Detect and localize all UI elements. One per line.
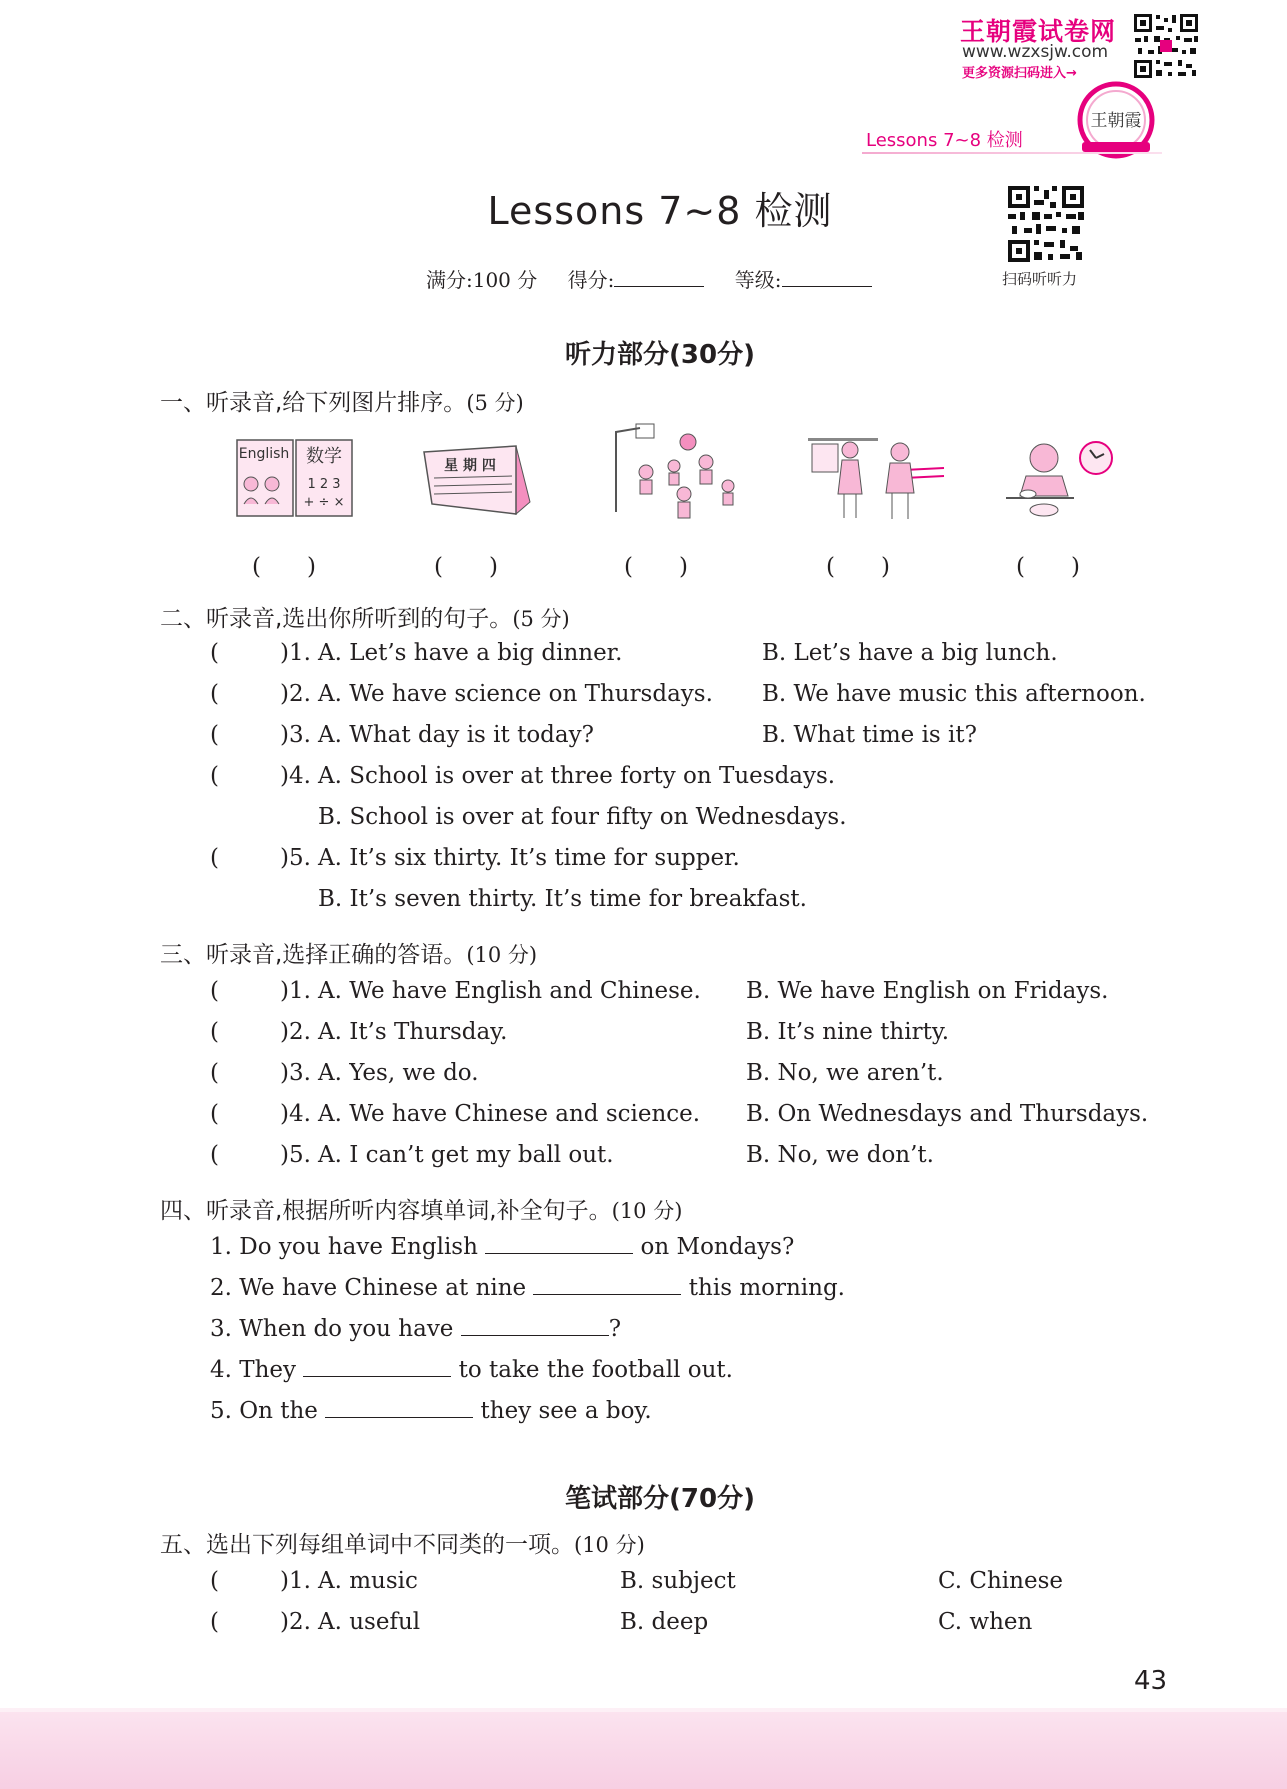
girls-walking-icon — [804, 430, 954, 530]
q3-option-a: A. Yes, we do. — [318, 1060, 479, 1086]
listening-section-heading: 听力部分(30分) — [565, 340, 755, 370]
q2-heading — [160, 600, 570, 633]
q3-num: )3. — [280, 1060, 311, 1086]
q3-option-a: A. We have Chinese and science. — [318, 1101, 701, 1127]
math-book-label: 数学 — [306, 446, 342, 467]
footer-band — [0, 1712, 1287, 1789]
q2-points: (5 分) — [512, 607, 570, 631]
q1-heading-text: 一、听录音,给下列图片排序。 — [160, 390, 467, 416]
q5-option-c: C. when — [938, 1609, 1033, 1635]
q1-answer-paren-3[interactable]: ( ) — [624, 554, 688, 580]
answer-paren[interactable]: ( — [210, 1101, 219, 1127]
running-head-rule — [862, 152, 1162, 154]
grade-blank[interactable] — [782, 268, 872, 287]
answer-paren[interactable]: ( — [210, 722, 219, 748]
listening-qr-code-icon[interactable] — [1006, 184, 1086, 264]
q4-answer-blank[interactable] — [485, 1235, 633, 1254]
q2-num: )5. — [280, 845, 311, 871]
page-title: Lessons 7~8 检测 — [487, 189, 833, 233]
q1-heading — [160, 384, 524, 417]
q2-option-a: A. What day is it today? — [318, 722, 594, 748]
q1-answer-paren-1[interactable]: ( ) — [252, 554, 316, 580]
boy-clock-icon — [1004, 432, 1124, 528]
running-head: Lessons 7~8 检测 — [866, 130, 1023, 151]
basketball-kids-icon — [606, 422, 746, 534]
q4-item-4 — [210, 1357, 733, 1383]
q5-heading — [160, 1526, 645, 1559]
answer-paren[interactable]: ( — [210, 681, 219, 707]
answer-paren[interactable]: ( — [210, 1060, 219, 1086]
q3-num: )4. — [280, 1101, 311, 1127]
q3-points: (10 分) — [466, 943, 538, 967]
q4-heading-text: 四、听录音,根据所听内容填单词,补全句子。 — [160, 1198, 612, 1224]
score-blank[interactable] — [614, 268, 704, 287]
q2-num: )4. — [280, 763, 311, 789]
q2-option-a: A. Let’s have a big dinner. — [318, 640, 623, 666]
calendar-label: 星 期 四 — [444, 458, 496, 474]
q5-heading-text: 五、选出下列每组单词中不同类的一项。 — [160, 1532, 574, 1558]
q4-text-after: ? — [608, 1316, 622, 1342]
q4-answer-blank[interactable] — [533, 1276, 681, 1295]
q5-option-b: B. deep — [620, 1609, 709, 1635]
q4-answer-blank[interactable] — [325, 1399, 473, 1418]
answer-paren[interactable]: ( — [210, 1609, 219, 1635]
q4-heading — [160, 1192, 682, 1225]
q5-option-a: A. music — [318, 1568, 418, 1594]
q4-text-after: they see a boy. — [480, 1398, 652, 1424]
books-english-math-icon — [236, 438, 356, 520]
q3-option-b: B. We have English on Fridays. — [746, 978, 1109, 1004]
q2-option-b: B. School is over at four fifty on Wednesdays. — [318, 804, 847, 830]
q5-option-b: B. subject — [620, 1568, 736, 1594]
q4-answer-blank[interactable] — [303, 1358, 451, 1377]
q3-heading-text: 三、听录音,选择正确的答语。 — [160, 942, 467, 968]
q3-option-b: B. No, we don’t. — [746, 1142, 934, 1168]
q4-text-before: 5. On the — [210, 1398, 318, 1424]
q3-option-b: B. No, we aren’t. — [746, 1060, 944, 1086]
q4-text-before: 1. Do you have English — [210, 1234, 478, 1260]
math-digits: 1 2 3 — [307, 477, 341, 492]
answer-paren[interactable]: ( — [210, 640, 219, 666]
q1-answer-paren-4[interactable]: ( ) — [826, 554, 890, 580]
full-score-label: 满分:100 分 — [426, 268, 538, 292]
q4-text-before: 3. When do you have — [210, 1316, 454, 1342]
q2-option-b: B. Let’s have a big lunch. — [762, 640, 1058, 666]
q3-heading — [160, 936, 537, 969]
q4-item-5 — [210, 1398, 652, 1424]
q3-option-a: A. It’s Thursday. — [318, 1019, 508, 1045]
brand-url[interactable]: www.wzxsjw.com — [962, 42, 1109, 62]
q3-num: )5. — [280, 1142, 311, 1168]
q2-option-b: B. It’s seven thirty. It’s time for breakfast. — [318, 886, 807, 912]
q4-answer-blank[interactable] — [461, 1317, 609, 1336]
q4-text-after: on Mondays? — [640, 1234, 795, 1260]
q1-answer-paren-2[interactable]: ( ) — [434, 554, 498, 580]
q2-option-b: B. What time is it? — [762, 722, 977, 748]
q3-option-b: B. On Wednesdays and Thursdays. — [746, 1101, 1149, 1127]
q5-points: (10 分) — [574, 1533, 645, 1557]
q2-option-a: A. School is over at three forty on Tuesdays. — [318, 763, 836, 789]
q3-option-b: B. It’s nine thirty. — [746, 1019, 950, 1045]
answer-paren[interactable]: ( — [210, 1019, 219, 1045]
q4-text-before: 4. They — [210, 1357, 297, 1383]
q2-option-a: A. We have science on Thursdays. — [318, 681, 713, 707]
q4-item-3 — [210, 1316, 621, 1342]
q5-option-a: A. useful — [318, 1609, 421, 1635]
q2-num: )2. — [280, 681, 311, 707]
q4-text-after: this morning. — [688, 1275, 845, 1301]
score-line — [426, 264, 872, 293]
page-number: 43 — [1134, 1666, 1168, 1696]
q5-num: )1. — [280, 1568, 311, 1594]
brand-seal-icon — [1076, 80, 1156, 160]
q2-option-a: A. It’s six thirty. It’s time for supper. — [318, 845, 740, 871]
calendar-thursday-icon — [420, 442, 532, 518]
q4-item-2 — [210, 1275, 845, 1301]
q1-answer-paren-5[interactable]: ( ) — [1016, 554, 1080, 580]
answer-paren[interactable]: ( — [210, 845, 219, 871]
answer-paren[interactable]: ( — [210, 763, 219, 789]
q4-text-after: to take the football out. — [458, 1357, 733, 1383]
q4-points: (10 分) — [611, 1199, 683, 1223]
writing-section-heading: 笔试部分(70分) — [565, 1484, 755, 1514]
answer-paren[interactable]: ( — [210, 1568, 219, 1594]
q2-num: )3. — [280, 722, 311, 748]
q2-option-b: B. We have music this afternoon. — [762, 681, 1146, 707]
q2-heading-text: 二、听录音,选出你所听到的句子。 — [160, 606, 513, 632]
math-ops: + ÷ × — [303, 495, 345, 510]
q5-num: )2. — [280, 1609, 311, 1635]
brand-title: 王朝霞试卷网 — [960, 17, 1117, 46]
qr-listen-label: 扫码听听力 — [1002, 270, 1078, 288]
score-label: 得分: — [567, 268, 615, 292]
english-book-label: English — [238, 446, 290, 462]
brand-tip: 更多资源扫码进入→ — [962, 66, 1077, 81]
grade-label: 等级: — [734, 268, 782, 292]
q3-num: )1. — [280, 978, 311, 1004]
q4-item-1 — [210, 1234, 794, 1260]
seal-text: 王朝霞 — [1090, 111, 1142, 131]
q3-num: )2. — [280, 1019, 311, 1045]
q1-points: (5 分) — [466, 391, 524, 415]
q3-option-a: A. We have English and Chinese. — [318, 978, 701, 1004]
q2-num: )1. — [280, 640, 311, 666]
q4-text-before: 2. We have Chinese at nine — [210, 1275, 527, 1301]
answer-paren[interactable]: ( — [210, 978, 219, 1004]
answer-paren[interactable]: ( — [210, 1142, 219, 1168]
q3-option-a: A. I can’t get my ball out. — [318, 1142, 614, 1168]
qr-code-icon[interactable] — [1132, 12, 1200, 80]
q5-option-c: C. Chinese — [938, 1568, 1064, 1594]
